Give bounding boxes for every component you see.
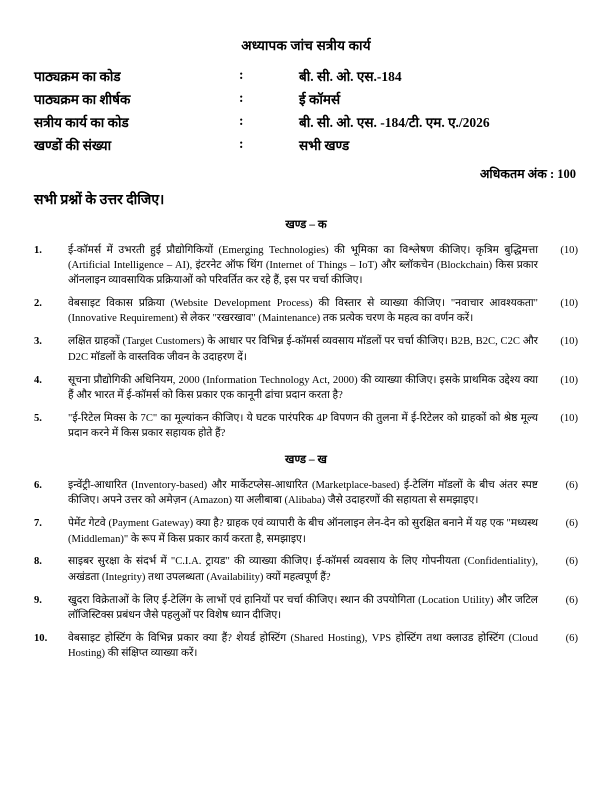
- table-row: [34, 513, 578, 551]
- meta-value: सभी खण्ड: [299, 137, 350, 153]
- question-number: 1.: [34, 244, 42, 256]
- question-text: इन्वेंट्री-आधारित (Inventory-based) और मार्केटप्लेस-आधारित (Marketplace-based) ई-टेलिंग मॉडलों के बीच अंतर स्पष्ट कीजिए। अपने उत्तर को अमेज़न (Amazon) या अलीबाबा (Alibaba) जैसे उदाहरणों की सहायता से समझाइए।: [68, 479, 538, 507]
- meta-colon: :: [239, 89, 244, 105]
- meta-value: बी. सी. ओ. एस.-184: [299, 68, 402, 84]
- meta-label: पाठ्यक्रम का कोड: [34, 68, 121, 84]
- table-row: [34, 407, 578, 445]
- question-marks: (6): [565, 632, 578, 644]
- question-number: 3.: [34, 336, 42, 348]
- question-number: 8.: [34, 556, 42, 568]
- question-text: खुदरा विक्रेताओं के लिए ई-टेलिंग के लाभों एवं हानियों पर चर्चा कीजिए। स्थान की उपयोगिता (Location Utility) और जटिल लॉजिस्टिक्स प्रबंधन जैसे पहलुओं पर विशेष ध्यान दीजिए।: [68, 594, 538, 621]
- meta-label: खण्डों की संख्या: [34, 137, 112, 153]
- question-number: 9.: [34, 594, 42, 606]
- maximum-marks: अधिकतम अंक : 100: [479, 167, 576, 181]
- question-marks: (6): [565, 518, 578, 530]
- questions-table-section-a: [34, 239, 578, 445]
- meta-colon: :: [239, 66, 244, 82]
- question-marks: (10): [560, 374, 578, 386]
- table-row: [34, 87, 578, 110]
- question-marks: (10): [560, 412, 578, 424]
- table-row: [34, 239, 578, 293]
- question-text: साइबर सुरक्षा के संदर्भ में "C.I.A. ट्रायड" की व्याख्या कीजिए। ई-कॉमर्स व्यवसाय के लिए गोपनीयता (Confidentiality), अखंडता (Integrity) तथा उपलब्धता (Availability) क्यों महत्वपूर्ण हैं?: [68, 556, 538, 583]
- questions-table-section-b: [34, 474, 578, 665]
- meta-colon: :: [239, 135, 244, 151]
- table-row: [34, 64, 578, 87]
- table-row: [34, 627, 578, 665]
- meta-label: पाठ्यक्रम का शीर्षक: [34, 91, 131, 107]
- table-row: [34, 589, 578, 627]
- question-number: 6.: [34, 479, 42, 491]
- question-text: सूचना प्रौद्योगिकी अधिनियम, 2000 (Information Technology Act, 2000) की व्याख्या कीजिए। इसके प्राथमिक उद्देश्य क्या हैं और भारत में ई-कॉमर्स को किस प्रकार एक कानूनी ढांचा प्रदान करता है?: [68, 374, 538, 401]
- question-text: ई-कॉमर्स में उभरती हुई प्रौद्योगिकियों (Emerging Technologies) की भूमिका का विश्लेषण कीजिए। कृत्रिम बुद्धिमत्ता (Artificial Intelligence – AI), इंटरनेट ऑफ थिंग (Internet of Things – IoT) और ब्लॉकचेन (Blockchain) किस प्रकार ऑनलाइन व्यावसायिक प्रक्रियाओं को परिवर्तित कर रहे हैं, इस पर चर्चा कीजिए।: [68, 244, 538, 287]
- question-number: 2.: [34, 298, 42, 310]
- question-text: वेबसाइट विकास प्रक्रिया (Website Development Process) की विस्तार से व्याख्या कीजिए। "नवाचार आवश्यकता" (Innovative Requirement) से लेकर "रखरखाव" (Maintenance) तक प्रत्येक चरण के महत्व का वर्णन करें।: [68, 298, 538, 325]
- question-marks: (10): [560, 244, 578, 256]
- page-title: अध्यापक जांच सत्रीय कार्य: [241, 38, 371, 53]
- question-marks: (6): [565, 479, 578, 491]
- question-text: पेमेंट गेटवे (Payment Gateway) क्या है? ग्राहक एवं व्यापारी के बीच ऑनलाइन लेन-देन को सुरक्षित बनाने में यह एक "मध्यस्थ (Middleman)" के रूप में किस प्रकार कार्य करता है, समझाइए।: [68, 518, 538, 545]
- table-row: [34, 331, 578, 369]
- course-meta-table: [34, 64, 578, 156]
- question-marks: (6): [565, 594, 578, 606]
- instruction-text: सभी प्रश्नों के उत्तर दीजिए।: [34, 193, 165, 208]
- table-row: [34, 551, 578, 589]
- question-marks: (10): [560, 298, 578, 310]
- question-number: 10.: [34, 632, 48, 644]
- meta-label: सत्रीय कार्य का कोड: [34, 114, 129, 130]
- meta-value: बी. सी. ओ. एस. -184/टी. एम. ए./2026: [299, 114, 490, 130]
- question-marks: (6): [565, 556, 578, 568]
- section-heading-b: खण्ड – ख: [285, 454, 327, 467]
- question-number: 4.: [34, 374, 42, 386]
- meta-colon: :: [239, 112, 244, 128]
- table-row: [34, 133, 578, 156]
- section-heading-a: खण्ड – क: [285, 219, 327, 231]
- question-text: "ई-रिटेल मिक्स के 7C" का मूल्यांकन कीजिए। ये घटक पारंपरिक 4P विपणन की तुलना में ई-रिटेलर को ग्राहकों को श्रेष्ठ मूल्य प्रदान करने में किस प्रकार सहायक होते हैं?: [68, 412, 538, 440]
- table-row: [34, 293, 578, 331]
- question-marks: (10): [560, 336, 578, 348]
- question-text: लक्षित ग्राहकों (Target Customers) के आधार पर विभिन्न ई-कॉमर्स व्यवसाय मॉडलों पर चर्चा कीजिए। B2B, B2C, C2C और D2C मॉडलों के वास्तविक जीवन के उदाहरण दें।: [68, 336, 538, 363]
- table-row: [34, 110, 578, 133]
- table-row: [34, 369, 578, 407]
- meta-value: ई कॉमर्स: [299, 91, 341, 107]
- table-row: [34, 474, 578, 512]
- question-text: वेबसाइट होस्टिंग के विभिन्न प्रकार क्या हैं? शेयर्ड होस्टिंग (Shared Hosting), VPS होस्टिंग तथा क्लाउड होस्टिंग (Cloud Hosting) की संक्षिप्त व्याख्या करें।: [68, 632, 538, 660]
- question-number: 5.: [34, 412, 42, 424]
- question-number: 7.: [34, 518, 42, 530]
